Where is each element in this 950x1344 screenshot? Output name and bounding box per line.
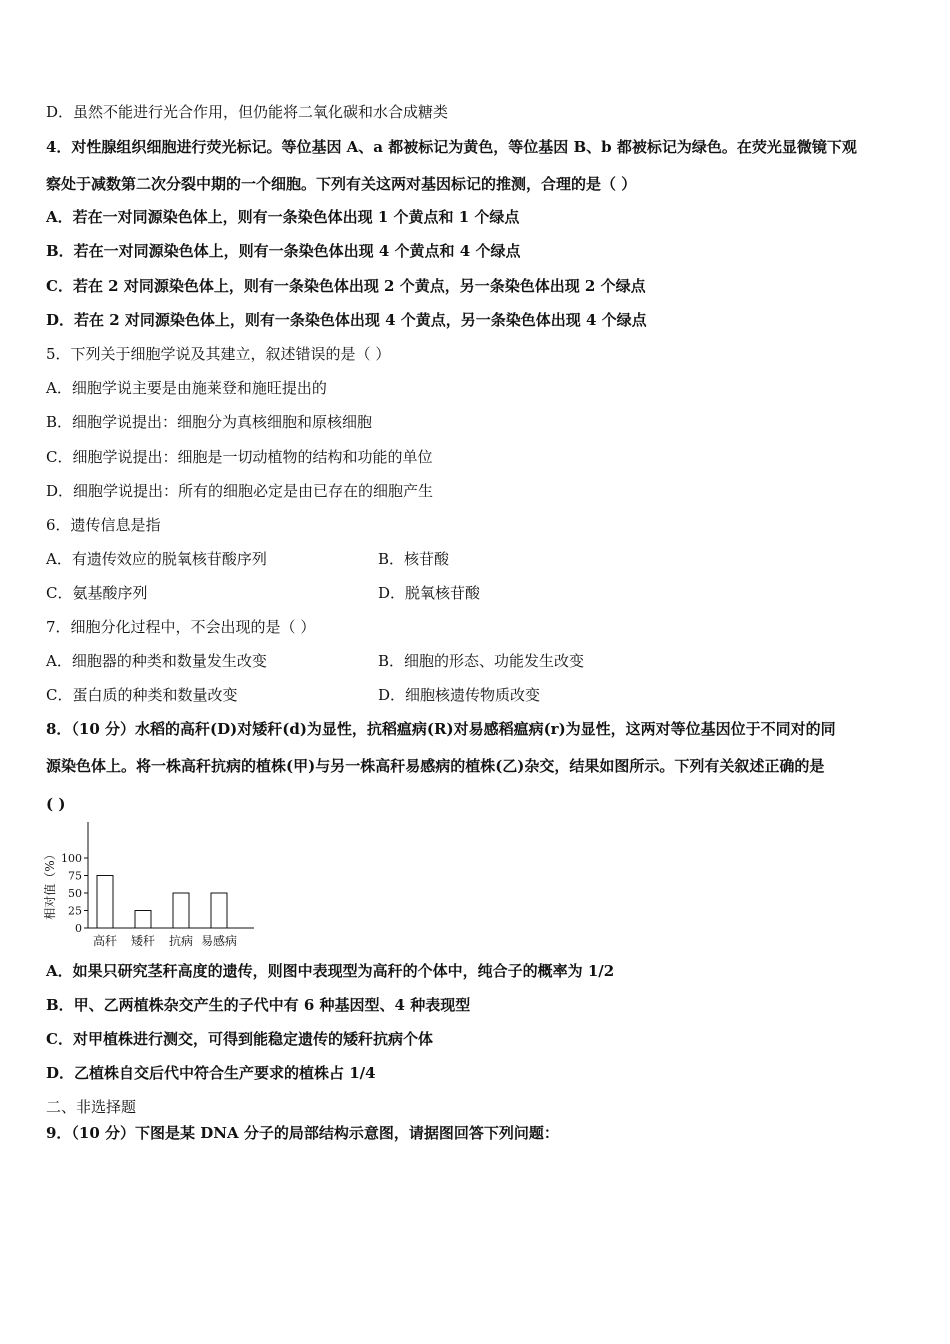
- bar-4: [211, 893, 227, 928]
- q7-option-d: D．细胞核遗传物质改变: [378, 686, 541, 704]
- q4-option-b: B．若在一对同源染色体上，则有一条染色体出现 4 个黄点和 4 个绿点: [46, 242, 521, 260]
- q4-option-c: C．若在 2 对同源染色体上，则有一条染色体出现 2 个黄点，另一条染色体出现 2 个绿点: [46, 277, 646, 295]
- q8-bar-chart: [40, 818, 270, 950]
- q6-stem: 6．遗传信息是指: [46, 516, 161, 534]
- q8-stem-line2: 源染色体上。将一株高秆抗病的植株(甲)与另一株高秆易感病的植株(乙)杂交，结果如图所示。下列有关叙述正确的是: [46, 757, 825, 775]
- q6-option-a: A．有遗传效应的脱氧核苷酸序列: [46, 550, 267, 568]
- q6-option-b: B．核苷酸: [378, 550, 450, 568]
- q4-stem-line1: 4．对性腺组织细胞进行荧光标记。等位基因 A、a 都被标记为黄色，等位基因 B、b 都被标记为绿色。在荧光显微镜下观: [46, 138, 857, 156]
- q6-option-d: D．脱氧核苷酸: [378, 584, 481, 602]
- q8-option-b: B．甲、乙两植株杂交产生的子代中有 6 种基因型、4 种表现型: [46, 996, 471, 1014]
- y-tick-label: 25: [68, 904, 82, 918]
- q4-stem-line2: 察处于减数第二次分裂中期的一个细胞。下列有关这两对基因标记的推测，合理的是（ ）: [46, 175, 637, 193]
- q8-stem-line3: ( ): [46, 795, 66, 813]
- q5-option-a: A．细胞学说主要是由施莱登和施旺提出的: [46, 379, 327, 397]
- q8-option-c: C．对甲植株进行测交，可得到能稳定遗传的矮秆抗病个体: [46, 1030, 433, 1048]
- y-tick-label: 100: [61, 852, 82, 865]
- q4-option-d: D．若在 2 对同源染色体上，则有一条染色体出现 4 个黄点，另一条染色体出现 4 个绿点: [46, 311, 647, 329]
- bar-3: [173, 893, 189, 928]
- x-tick-label: 高秆: [92, 934, 118, 948]
- q4-option-a: A．若在一对同源染色体上，则有一条染色体出现 1 个黄点和 1 个绿点: [46, 208, 520, 226]
- q7-option-c: C．蛋白质的种类和数量改变: [46, 686, 238, 704]
- y-tick-label: 50: [68, 887, 82, 900]
- q8-stem-line1: 8．（10 分）水稻的高秆(D)对矮秆(d)为显性，抗稻瘟病(R)对易感稻瘟病(r)为显性，这两对等位基因位于不同对的同: [46, 720, 836, 738]
- x-tick-label: 矮秆: [130, 934, 156, 948]
- q5-option-d: D．细胞学说提出：所有的细胞必定是由已存在的细胞产生: [46, 482, 434, 500]
- bar-2: [135, 911, 151, 929]
- q7-stem: 7．细胞分化过程中，不会出现的是（ ）: [46, 618, 316, 636]
- bar-1: [97, 876, 113, 929]
- y-tick-label: 75: [68, 869, 82, 883]
- x-tick-label: 抗病: [168, 934, 194, 948]
- y-tick-label: 0: [75, 922, 82, 935]
- q3-option-d: D．虽然不能进行光合作用，但仍能将二氧化碳和水合成糖类: [46, 103, 449, 121]
- q6-option-c: C．氨基酸序列: [46, 584, 148, 602]
- y-axis-label: 相对值（%）: [43, 848, 57, 920]
- section-2-title: 二、非选择题: [46, 1098, 137, 1116]
- q8-option-a: A．如果只研究茎秆高度的遗传，则图中表现型为高秆的个体中，纯合子的概率为 1/2: [46, 962, 615, 980]
- q5-option-b: B．细胞学说提出：细胞分为真核细胞和原核细胞: [46, 413, 373, 431]
- q7-option-b: B．细胞的形态、功能发生改变: [378, 652, 585, 670]
- q8-option-d: D．乙植株自交后代中符合生产要求的植株占 1/4: [46, 1064, 376, 1082]
- q9-stem: 9．（10 分）下图是某 DNA 分子的局部结构示意图，请据图回答下列问题：: [46, 1124, 559, 1142]
- q5-stem: 5．下列关于细胞学说及其建立，叙述错误的是（ ）: [46, 345, 391, 363]
- x-tick-label: 易感病: [200, 934, 238, 948]
- q5-option-c: C．细胞学说提出：细胞是一切动植物的结构和功能的单位: [46, 448, 433, 466]
- q7-option-a: A．细胞器的种类和数量发生改变: [46, 652, 267, 670]
